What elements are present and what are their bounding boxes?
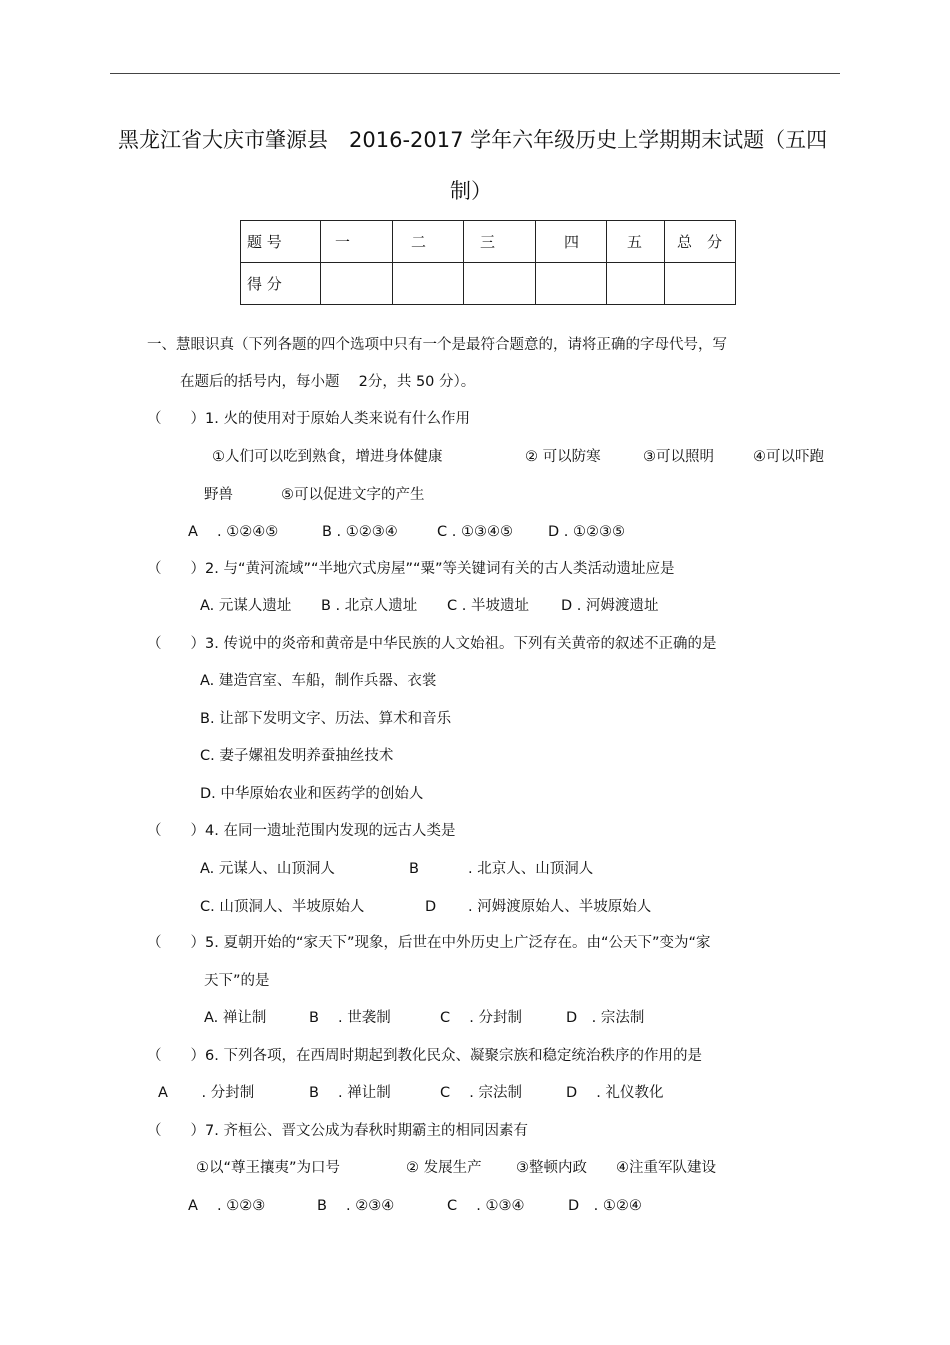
question-7-statement: ①以“尊王攘夷”为口号 (196, 1160, 341, 1176)
question-7-stem: （ ）7. 齐桓公、晋文公成为春秋时期霸主的相同因素有 (147, 1123, 528, 1139)
question-3-option-b[interactable]: B. 让部下发明文字、历法、算术和音乐 (200, 711, 452, 727)
question-4-stem: （ ）4. 在同一遗址范围内发现的远古人类是 (147, 823, 456, 839)
score-table-header-cell: 一 (321, 221, 393, 263)
question-4-option-a[interactable]: A. 元谋人、山顶洞人 (200, 861, 335, 877)
page-title: 黑龙江省大庆市肇源县 2016-2017 学年六年级历史上学期期末试题（五四 (118, 128, 828, 152)
question-3-option-c[interactable]: C. 妻子嫘祖发明养蚕抽丝技术 (200, 748, 394, 764)
question-6-option-b[interactable]: B . 禅让制 (309, 1085, 391, 1101)
question-1-statement: ② 可以防寒 (525, 449, 601, 465)
question-3-option-d[interactable]: D. 中华原始农业和医药学的创始人 (200, 786, 424, 802)
score-table-header-cell: 三 (464, 221, 536, 263)
score-table-score-cell[interactable] (536, 263, 607, 305)
question-1-statement: ③可以照明 (643, 449, 714, 465)
question-4-option-c[interactable]: C. 山顶洞人、半坡原始人 (200, 899, 365, 915)
header-rule (110, 73, 840, 74)
question-6-option-a[interactable]: A . 分封制 (158, 1085, 255, 1101)
question-5-stem-continuation: 天下”的是 (204, 973, 270, 989)
score-table-score-cell[interactable] (665, 263, 736, 305)
question-1-option-a[interactable]: A . ①②④⑤ (188, 524, 279, 540)
question-1-option-b[interactable]: B . ①②③④ (322, 524, 398, 540)
question-1-stem: （ ）1. 火的使用对于原始人类来说有什么作用 (147, 411, 470, 427)
question-5-option-d[interactable]: D . 宗法制 (566, 1010, 645, 1026)
score-table-header-cell: 二 (393, 221, 464, 263)
question-3-stem: （ ）3. 传说中的炎帝和黄帝是中华民族的人文始祖。下列有关黄帝的叙述不正确的是 (147, 636, 717, 652)
score-table-score-cell[interactable] (607, 263, 665, 305)
score-table (240, 220, 736, 305)
question-4-option-d[interactable]: . 河姆渡原始人、半坡原始人 (468, 899, 652, 915)
page-title-continuation: 制） (450, 179, 492, 203)
question-3-option-a[interactable]: A. 建造宫室、车船，制作兵器、衣裳 (200, 673, 437, 689)
score-table-header-cell: 五 (607, 221, 665, 263)
question-7-statement: ③整顿内政 (516, 1160, 587, 1176)
question-1-statement: ④可以吓跑 (753, 449, 824, 465)
score-table-row-label: 得 分 (241, 263, 321, 305)
question-2-option-d[interactable]: D . 河姆渡遗址 (561, 598, 659, 614)
question-1-statement-continuation: 野兽 (204, 487, 233, 503)
score-table-score-cell[interactable] (393, 263, 464, 305)
question-6-option-d[interactable]: D . 礼仪教化 (566, 1085, 664, 1101)
question-2-option-b[interactable]: B . 北京人遗址 (321, 598, 418, 614)
question-6-stem: （ ）6. 下列各项，在西周时期起到教化民众、凝聚宗族和稳定统治秩序的作用的是 (147, 1048, 702, 1064)
question-7-option-c[interactable]: C . ①③④ (447, 1198, 525, 1214)
question-4-option-d-letter[interactable]: D (425, 899, 437, 915)
question-7-statement: ④注重军队建设 (616, 1160, 716, 1176)
score-table-header-cell: 四 (536, 221, 607, 263)
score-table-score-cell[interactable] (321, 263, 393, 305)
question-5-option-b[interactable]: B . 世袭制 (309, 1010, 391, 1026)
question-5-stem: （ ）5. 夏朝开始的“家天下”现象，后世在中外历史上广泛存在。由“公天下”变为“家 (147, 935, 711, 951)
question-4-option-b-letter[interactable]: B (409, 861, 419, 877)
question-6-option-c[interactable]: C . 宗法制 (440, 1085, 522, 1101)
question-7-statement: ② 发展生产 (406, 1160, 482, 1176)
score-table-score-row (241, 263, 736, 305)
score-table-header-cell: 题 号 (241, 221, 321, 263)
question-7-option-a[interactable]: A . ①②③ (188, 1198, 266, 1214)
question-7-option-b[interactable]: B . ②③④ (317, 1198, 395, 1214)
question-5-option-a[interactable]: A. 禅让制 (204, 1010, 267, 1026)
question-1-statement: ⑤可以促进文字的产生 (281, 487, 425, 503)
question-2-stem: （ ）2. 与“黄河流域”“半地穴式房屋”“粟”等关键词有关的古人类活动遗址应是 (147, 561, 675, 577)
question-7-option-d[interactable]: D . ①②④ (568, 1198, 642, 1214)
question-5-option-c[interactable]: C . 分封制 (440, 1010, 522, 1026)
question-1-statement: ①人们可以吃到熟食，增进身体健康 (212, 449, 443, 465)
section-instruction: 一、慧眼识真（下列各题的四个选项中只有一个是最符合题意的，请将正确的字母代号，写 (147, 337, 727, 353)
section-instruction-continuation: 在题后的括号内，每小题 2分，共 50 分）。 (180, 374, 476, 390)
question-1-option-c[interactable]: C . ①③④⑤ (437, 524, 513, 540)
question-2-option-c[interactable]: C . 半坡遗址 (447, 598, 529, 614)
question-1-option-d[interactable]: D . ①②③⑤ (548, 524, 625, 540)
question-2-option-a[interactable]: A. 元谋人遗址 (200, 598, 292, 614)
score-table-header-cell: 总 分 (665, 221, 736, 263)
question-4-option-b[interactable]: . 北京人、山顶洞人 (468, 861, 594, 877)
score-table-score-cell[interactable] (464, 263, 536, 305)
score-table-header-row (241, 221, 736, 263)
